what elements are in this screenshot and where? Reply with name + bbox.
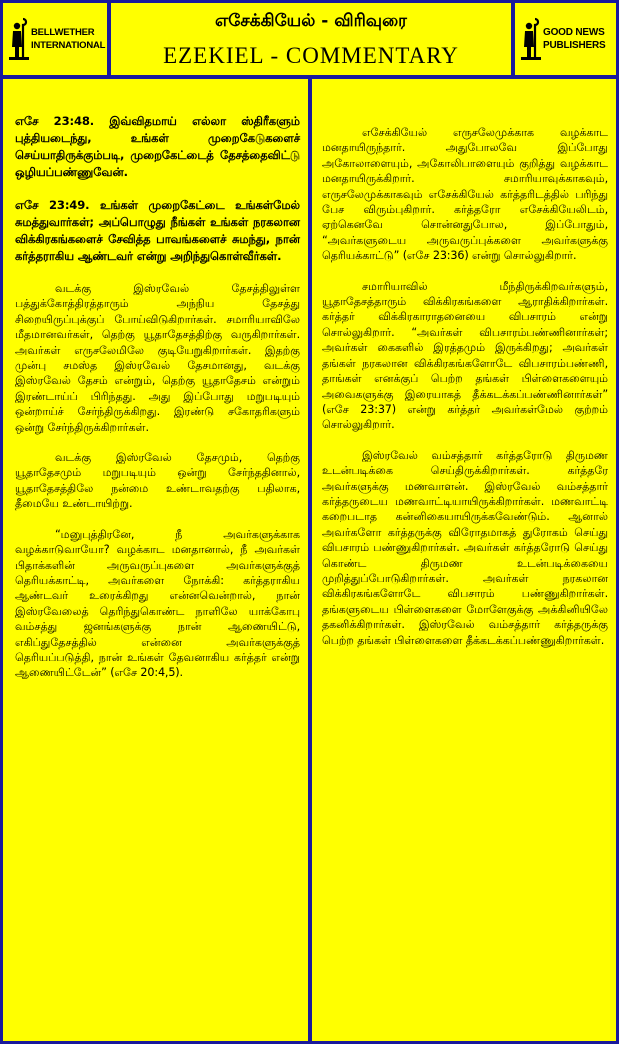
verse-paragraph: எசே 23:49. உங்கள் முறைகேட்டை உங்கள்மேல் சுமத்துவார்கள்; அப்பொழுது நீங்கள் உங்கள் நரகலான விக்கிரகங்களைச் சேவித்த பாவங்களைச் சுமந்து, நான் கர்த்தராகிய ஆண்டவர் என்று அறிந்துகொள்வீர்கள். (15, 198, 300, 263)
header-title-box (111, 3, 511, 75)
logo-left-line1: BELLWETHER (31, 27, 95, 38)
publisher-logo-right (515, 3, 616, 75)
page-title-tamil: எசேக்கியேல் - விரிவுரை (215, 11, 407, 31)
commentary-paragraph: வடக்கு இஸ்ரவேல் தேசமும், தெற்கு யூதாதேசமும் மறுபடியும் ஒன்று சேர்ந்ததினால், யூதாதேசத்திலே நன்மை உண்டாவதற்கு பதிலாக, தீமையே உண்டாயிற்று. (15, 451, 300, 511)
commentary-paragraph: இஸ்ரவேல் வம்சத்தார் கர்த்தரோடு திருமண உடன்படிக்கை செய்திருக்கிறார்கள். கர்த்தரே அவர்களுக்கு மணவாளன். இஸ்ரவேல் வம்சத்தார் கர்த்தருடைய மணவாட்டியாயிருக்கிறார்கள். மணவாட்டி கறைபடாத கன்னிகையாயிருக்கவேண்டும். ஆனால் அவர்களோ கர்த்தருக்கு விரோதமாகத் துரோகம் செய்து விபசாரம் பண்ணுகிறார்கள். அவர்கள் கர்த்தரோடு செய்து கொண்ட திருமண உடன்படிக்கையை முறித்துப்போடுகிறார்கள். அவர்கள் நரகலான விக்கிரகங்களோடே விபசாரம் பண்ணுகிறார்கள். தங்களுடைய பிள்ளைகளை மோளேகுக்கு அக்கினியிலே தகனிக்கிறார்கள். இஸ்ரவேல் வம்சத்தார் கர்த்தருக்கு பெற்ற தங்கள் பிள்ளைகளை தீக்கடக்கப்பண்ணுகிறார்கள். (322, 448, 608, 647)
left-column (3, 79, 308, 1041)
right-column (312, 79, 616, 1041)
commentary-paragraph: எசேக்கியேல் எருசலேமுக்காக வழக்காட மனதாயிருந்தார். அதுபோலவே இப்போது அகோலாளையும், அகோலிபாளையும் குறித்து வழக்காட மனதாயிருக்கிறார். சமாரியாவுக்காகவும், எருசலேமுக்காகவும் எசேக்கியேல் கர்த்தரிடத்தில் பரிந்து பேச விரும்புகிறார். கர்த்தரோ எசேக்கியேலிடம், ஏற்கெனவே சொன்னதுபோல, இப்போதும், “அவர்களுடைய அருவருப்புக்களை அவர்களுக்கு தெரியக்காட்டு” (எசே 23:36) என்று சொல்லுகிறார். (322, 126, 608, 263)
verse-paragraph: எசே 23:48. இவ்விதமாய் எல்லா ஸ்திரீகளும் புத்தியடைந்து, உங்கள் முறைகேடுகளைச் செய்யாதிருக்கும்படி, முறைகேட்டைத் தேசத்தைவிட்டு ஒழியப்பண்ணுவேன். (15, 114, 300, 179)
logo-left-line2: INTERNATIONAL (31, 40, 106, 51)
logo-right-line2: PUBLISHERS (543, 40, 606, 51)
shepherd-icon (521, 17, 541, 61)
commentary-paragraph: வடக்கு இஸ்ரவேல் தேசத்திலுள்ள பத்துக்கோத்திரத்தாரும் அந்நிய தேசத்து சிறையிருப்புக்குப் போய்விடுகிறார்கள். சமாரியாவிலே மீதமானவர்கள், தெற்கு யூதாதேசத்திற்கு வருகிறார்கள். அவர்கள் எருசலேமிலே குடியேறுகிறார்கள். இதற்கு முன்பு சமஸ்த இஸ்ரவேல் தேசமானது, வடக்கு இஸ்ரவேல் தேசம் என்றும், தெற்கு யூதாதேசம் என்றும் இரண்டாய்ப் பிரிந்தது. அது இப்போது மறுபடியும் ஒன்றாய்ச் சேர்ந்திருக்கிறது. இரண்டு சகோதரிகளும் ஒன்று சேர்ந்திருக்கிறார்கள். (15, 282, 300, 434)
commentary-paragraph: சமாரியாவில் மீந்திருக்கிறவர்களும், யூதாதேசத்தாரும் விக்கிரகங்களை ஆராதிக்கிறார்கள். கர்த்தர் விக்கிரகாராதனையை விபசாரம் என்று சொல்லுகிறார். “அவர்கள் விபசாரம்பண்ணினார்கள்; அவர்கள் கைகளில் இரத்தமும் இருக்கிறது; அவர்கள் தங்கள் நரகலான விக்கிரகங்களோடே விபசாரம்பண்ணி, தாங்கள் எனக்குப் பெற்ற தங்கள் பிள்ளைகளையும் அவைகளுக்கு இரையாகத் தீக்கடக்கப்பண்ணினார்கள்” (எசே 23:37) என்று கர்த்தர் அவர்கள்மேல் குற்றம் சொல்லுகிறார். (322, 279, 608, 432)
commentary-paragraph: “மனுபுத்திரனே, நீ அவர்களுக்காக வழக்காடுவாயோ? வழக்காட மனதானால், நீ அவர்கள் பிதாக்களின் அருவருப்புகளை அவர்களுக்குத் தெரியக்காட்டி, அவர்களை நோக்கி: கர்த்தராகிய ஆண்டவர் உரைக்கிறது என்னவென்றால், நான் இஸ்ரவேலைத் தெரிந்துகொண்ட நாளிலே யாக்கோபு வம்சத்து ஜனங்களுக்கு நான் ஆணையிட்டு, எகிப்துதேசத்தில் என்னை அவர்களுக்குத் தெரியப்படுத்தி, நான் உங்கள் தேவனாகிய கர்த்தர் என்று ஆணையிட்டேன்” (எசே 20:4,5). (15, 527, 300, 680)
shepherd-icon (9, 17, 29, 61)
page-title-english: EZEKIEL - COMMENTARY (163, 43, 459, 68)
logo-right-line1: GOOD NEWS (543, 27, 605, 38)
publisher-logo-left (3, 3, 107, 75)
